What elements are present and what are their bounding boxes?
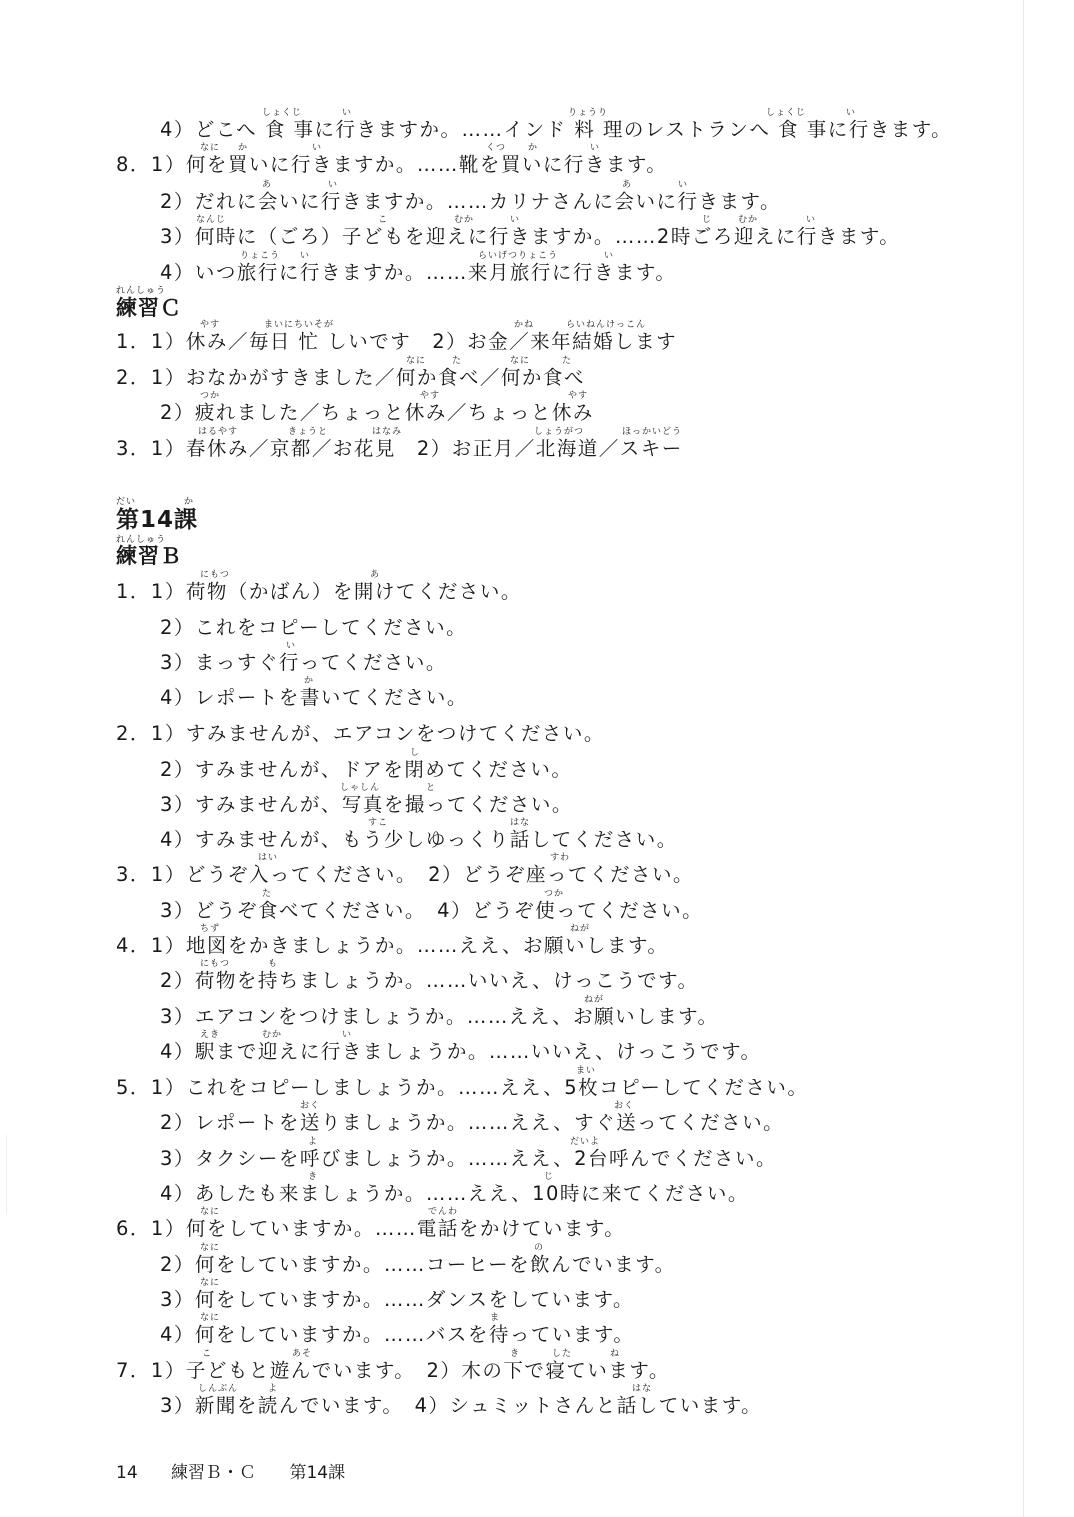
furigana: き bbox=[510, 1349, 521, 1359]
furigana: い bbox=[312, 143, 323, 153]
furigana: ちず bbox=[200, 924, 221, 934]
furigana: と bbox=[426, 783, 437, 793]
exercise-line: 1．1）休み／毎日 忙 しいです 2）お金／来年結婚します bbox=[116, 330, 678, 353]
furigana: よ bbox=[268, 1384, 279, 1394]
furigana: い bbox=[604, 251, 615, 261]
furigana: りょうり bbox=[568, 108, 609, 118]
furigana: か bbox=[528, 143, 539, 153]
exercise-line: 2）これをコピーしてください。 bbox=[160, 616, 468, 639]
furigana: やす bbox=[568, 391, 589, 401]
furigana: すこ bbox=[368, 818, 389, 828]
furigana: あ bbox=[370, 570, 381, 580]
furigana: ね bbox=[610, 1349, 621, 1359]
exercise-line: 4）何をしていますか。……バスを待っています。 bbox=[160, 1323, 635, 1346]
furigana: ま bbox=[490, 1313, 501, 1323]
furigana: はい bbox=[258, 853, 279, 863]
exercise-line: 4．1）地図をかきましょうか。……ええ、お願いします。 bbox=[116, 934, 669, 957]
furigana: こ bbox=[378, 215, 389, 225]
exercise-line: 2）何をしていますか。……コーヒーを飲んでいます。 bbox=[160, 1253, 676, 1276]
furigana: か bbox=[184, 497, 195, 507]
furigana: した bbox=[552, 1349, 573, 1359]
exercise-line: 1．1）荷物（かばん）を開けてください。 bbox=[116, 580, 522, 603]
section-heading-practice-b: 練習Ｂ bbox=[116, 544, 182, 568]
furigana: しょくじ bbox=[262, 108, 303, 118]
furigana: ほっかいどう bbox=[622, 427, 683, 437]
furigana: にもつ bbox=[200, 959, 231, 969]
furigana: し bbox=[410, 748, 421, 758]
exercise-line: 3）どうぞ食べてください。 4）どうぞ使ってください。 bbox=[160, 899, 704, 922]
furigana: でんわ bbox=[428, 1207, 459, 1217]
furigana: なに bbox=[200, 1278, 221, 1288]
exercise-line: 4）いつ旅行に行きますか。……来月旅行に行きます。 bbox=[160, 261, 677, 284]
furigana: い bbox=[678, 180, 689, 190]
furigana: はるやす bbox=[198, 427, 239, 437]
furigana: らいげつりょこう bbox=[478, 251, 559, 261]
furigana: むか bbox=[454, 215, 475, 225]
exercise-line: 2）だれに会いに行きますか。……カリナさんに会いに行きます。 bbox=[160, 190, 781, 213]
exercise-line: 3）すみませんが、写真を撮ってください。 bbox=[160, 793, 573, 816]
exercise-line: 3）何をしていますか。……ダンスをしています。 bbox=[160, 1288, 634, 1311]
section-heading-practice-c: 練習Ｃ bbox=[116, 296, 182, 320]
furigana: なに bbox=[510, 356, 531, 366]
exercise-line: 3）エアコンをつけましょうか。……ええ、お願いします。 bbox=[160, 1005, 719, 1028]
furigana: じ bbox=[702, 215, 713, 225]
furigana: なに bbox=[200, 1207, 221, 1217]
furigana: ねが bbox=[584, 995, 605, 1005]
exercise-line: 3）タクシーを呼びましょうか。……ええ、2台呼んでください。 bbox=[160, 1147, 777, 1170]
furigana: むか bbox=[738, 215, 759, 225]
page-number: 14 bbox=[116, 1463, 138, 1483]
lesson-title: 第14課 bbox=[116, 507, 199, 533]
furigana: はな bbox=[632, 1384, 653, 1394]
furigana: まい bbox=[576, 1066, 597, 1076]
furigana: い bbox=[286, 641, 297, 651]
furigana: やす bbox=[200, 320, 221, 330]
furigana: れんしゅう bbox=[116, 535, 167, 545]
furigana: しゃしん bbox=[340, 783, 381, 793]
footer-section: 練習Ｂ・Ｃ bbox=[171, 1463, 257, 1483]
furigana: い bbox=[342, 1030, 353, 1040]
furigana: つか bbox=[200, 391, 221, 401]
exercise-line: 8．1）何を買いに行きますか。……靴を買いに行きます。 bbox=[116, 153, 668, 176]
exercise-line: 2）レポートを送りましょうか。……ええ、すぐ送ってください。 bbox=[160, 1111, 785, 1134]
furigana: じ bbox=[544, 1172, 555, 1182]
exercise-line: 3）まっすぐ行ってください。 bbox=[160, 651, 447, 674]
exercise-line: 6．1）何をしていますか。……電話をかけています。 bbox=[116, 1217, 626, 1240]
furigana: らいねんけっこん bbox=[566, 320, 647, 330]
furigana: しんぶん bbox=[198, 1384, 239, 1394]
exercise-line: 7．1）子どもと遊んでいます。 2）木の下で寝ています。 bbox=[116, 1359, 670, 1382]
furigana: はなみ bbox=[372, 427, 403, 437]
furigana: かね bbox=[514, 320, 535, 330]
furigana: やす bbox=[420, 391, 441, 401]
exercise-line: 5．1）これをコピーしましょうか。……ええ、5枚コピーしてください。 bbox=[116, 1076, 809, 1099]
exercise-line: 2）疲れました／ちょっと休み／ちょっと休み bbox=[160, 401, 594, 424]
scan-mark bbox=[6, 1135, 7, 1215]
furigana: も bbox=[268, 959, 279, 969]
footer-lesson: 第14課 bbox=[289, 1463, 346, 1483]
furigana: なに bbox=[406, 356, 427, 366]
furigana: あ bbox=[622, 180, 633, 190]
furigana: こ bbox=[202, 1349, 213, 1359]
furigana: くつ bbox=[486, 143, 507, 153]
furigana: つか bbox=[544, 889, 565, 899]
furigana: か bbox=[238, 143, 249, 153]
exercise-line: 2．1）おなかがすきました／何か食べ／何か食べ bbox=[116, 366, 585, 389]
furigana: た bbox=[452, 356, 463, 366]
furigana: えき bbox=[200, 1030, 221, 1040]
furigana: い bbox=[300, 251, 311, 261]
exercise-line: 2）荷物を持ちましょうか。……いいえ、けっこうです。 bbox=[160, 969, 699, 992]
furigana: だい bbox=[116, 497, 137, 507]
furigana: にもつ bbox=[200, 570, 231, 580]
exercise-line: 3）何時に（ごろ）子どもを迎えに行きますか。……2時ごろ迎えに行きます。 bbox=[160, 225, 901, 248]
exercise-line: 3．1）どうぞ入ってください。 2）どうぞ座ってください。 bbox=[116, 863, 694, 886]
exercise-line: 4）どこへ 食 事に行きますか。……インド 料 理のレストランへ 食 事に行きます。 bbox=[160, 118, 953, 141]
furigana: か bbox=[304, 676, 315, 686]
furigana: い bbox=[510, 215, 521, 225]
furigana: い bbox=[328, 180, 339, 190]
furigana: はな bbox=[510, 818, 531, 828]
exercise-line: 4）すみませんが、もう少しゆっくり話してください。 bbox=[160, 828, 678, 851]
furigana: い bbox=[806, 215, 817, 225]
furigana: よ bbox=[308, 1137, 319, 1147]
furigana: おく bbox=[300, 1101, 321, 1111]
furigana: い bbox=[342, 108, 353, 118]
exercise-line: 4）あしたも来ましょうか。……ええ、10時に来てください。 bbox=[160, 1182, 749, 1205]
furigana: なんじ bbox=[196, 215, 227, 225]
furigana: りょこう bbox=[240, 251, 281, 261]
furigana: い bbox=[846, 108, 857, 118]
furigana: しょうがつ bbox=[534, 427, 585, 437]
furigana: むか bbox=[262, 1030, 283, 1040]
furigana: なに bbox=[200, 1243, 221, 1253]
furigana: まいにちいそが bbox=[264, 320, 335, 330]
furigana: なに bbox=[200, 1313, 221, 1323]
furigana: ねが bbox=[570, 924, 591, 934]
exercise-line: 2）すみませんが、ドアを閉めてください。 bbox=[160, 758, 573, 781]
exercise-line: 4）レポートを書いてください。 bbox=[160, 686, 468, 709]
exercise-line: 4）駅まで迎えに行きましょうか。……いいえ、けっこうです。 bbox=[160, 1040, 762, 1063]
exercise-line: 2．1）すみませんが、エアコンをつけてください。 bbox=[116, 722, 605, 745]
furigana: だいよ bbox=[570, 1137, 601, 1147]
furigana: おく bbox=[614, 1101, 635, 1111]
furigana: あそ bbox=[292, 1349, 313, 1359]
furigana: あ bbox=[262, 180, 273, 190]
furigana: すわ bbox=[550, 853, 571, 863]
furigana: なに bbox=[200, 143, 221, 153]
furigana: の bbox=[534, 1243, 545, 1253]
furigana: い bbox=[590, 143, 601, 153]
furigana: きょうと bbox=[288, 427, 329, 437]
furigana: た bbox=[262, 889, 273, 899]
exercise-line: 3．1）春休み／京都／お花見 2）お正月／北海道／スキー bbox=[116, 437, 683, 460]
page-edge-divider bbox=[1023, 0, 1024, 1517]
exercise-line: 3）新聞を読んでいます。 4）シュミットさんと話しています。 bbox=[160, 1394, 763, 1417]
furigana: れんしゅう bbox=[116, 286, 167, 296]
furigana: しょくじ bbox=[766, 108, 807, 118]
page-footer bbox=[116, 1458, 373, 1483]
furigana: た bbox=[562, 356, 573, 366]
furigana: き bbox=[308, 1172, 319, 1182]
